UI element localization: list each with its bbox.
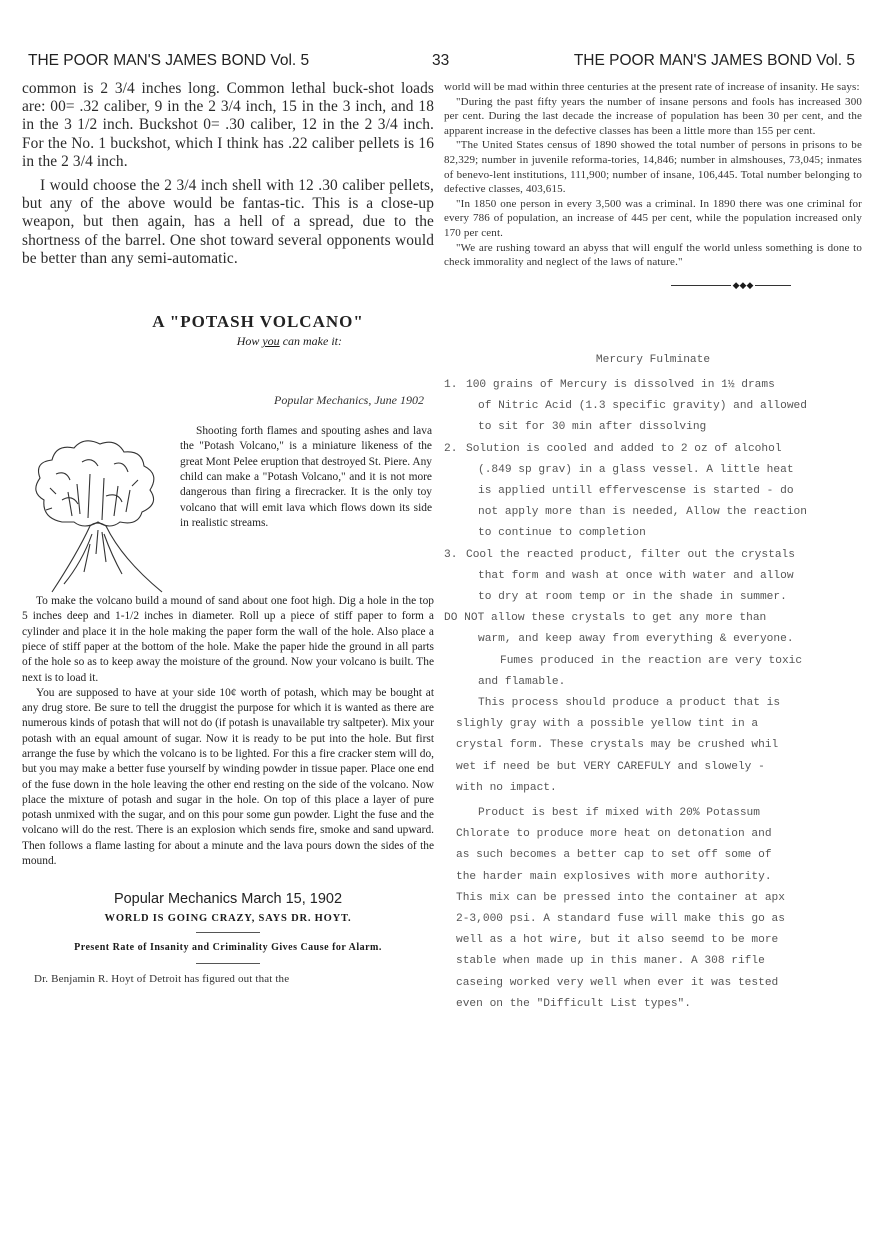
- article-headline: WORLD IS GOING CRAZY, SAYS DR. HOYT.: [104, 913, 352, 925]
- warning-line: Fumes produced in the reaction are very toxic: [500, 654, 803, 667]
- header-title-left: THE POOR MAN'S JAMES BOND Vol. 5: [28, 52, 310, 69]
- running-header: [28, 52, 855, 74]
- shotgun-paragraph-1: common is 2 3/4 inches long. Common lethal buck-shot loads are: 00= .32 caliber, 9 in the 2 3/4 inch, 15 in the 3 inch, and 18 in the 3 1/2 inch. Buckshot 0= .30 caliber, 12 in the 2 3/4 inch. For the No. 1 buckshot, which I think has .22 caliber pellets is 16 in the 2 3/4 inch.: [22, 80, 434, 170]
- product-note-2: Product is best if mixed with 20% Potassum Chlorate to produce more heat on detonation and as such becomes a better cap to set off some of the harder main explosives with more authority. This mix can be pressed into the container at apx 2-3,000 psi. A standard fuse will make this go as well as a hot wire, but it also seemd to be more stable when made up in this maner. A 308 rifle caseing worked very well when ever it was tested even on the "Difficult List types".: [456, 806, 785, 1010]
- article-paragraph-3: "The United States census of 1890 showed the total number of persons in prisons to be 82,329; number in juvenile reforma-tories, 14,846; number in almshouses, 73,045; inmates of benevo-lent institutions, 111,900; number of insane, 106,445. Total number belonging to defective classes, 403,615.: [444, 139, 862, 196]
- article-paragraph-2: "During the past fifty years the number of insane persons and fools has increased 300 per cent. During the last decade the increase of population has been 30 per cent, and the apparent increase in the defective classes has been a little more than 155 per cent.: [444, 95, 862, 137]
- mercury-fulminate-steps: [444, 375, 862, 608]
- article-paragraph-5: "We are rushing toward an abyss that will engulf the world unless something is done to check immorality and neglect of the laws of nature.": [444, 241, 862, 269]
- product-note-1: This process should produce a product that is slighly gray with a possible yellow tint in a crystal form. These crystals may be crushed whil wet if need be but VERY CAREFULY and slowely - with no impact.: [456, 696, 781, 794]
- shotgun-paragraph-2: I would choose the 2 3/4 inch shell with 12 .30 caliber pellets, but any of the above would be fantas-tic. This is a close-up weapon, but then again, has a hell of a spread, due to the shortness of the barrel. One shot toward several opponents would be better than any semi-automatic.: [22, 177, 434, 267]
- right-column: [444, 80, 862, 1015]
- article-subheadline: Present Rate of Insanity and Criminality Gives Cause for Alarm.: [74, 942, 382, 954]
- subhead-rule: [196, 963, 260, 964]
- article-paragraph-1: Dr. Benjamin R. Hoyt of Detroit has figured out that the: [34, 973, 290, 986]
- headline-rule: [196, 932, 260, 933]
- volcano-paragraph-3: You are supposed to have at your side 10¢ worth of potash, which may be bought at any drug store. Be sure to tell the druggist the purpose for which it is wanted as there are numerous kinds of potash that will not do (if potash is unavailable try saltpeter). Mix your potash with an equal amount of sugar. Now it is ready to be put into the hole. But first arrange the fuse by which the volcano is to be lighted. For this a fire cracker stem will do, but you may make a better fuse yourself by winding powder in tissue paper. Place one end of the fuse down in the hole leaving the other end resting on the side of the volcano. Now place the mixture of potash and sugar in the hole. On top of this place a layer of pure potash unmixed with the sugar, and on this pour some gun powder. Light the fuse and the volcano will do the rest. There is an explosion which sends fire, smoke and sand upward. Then follows a flame lasting for about a minute and the lava pours down the sides of the mound.: [22, 686, 434, 868]
- volcano-intro-text: Shooting forth flames and spouting ashes and lava the "Potash Volcano," is a miniature likeness of the great Mont Pelee eruption that destroyed St. Piere. Any child can make a "Potash Volcano," and it is not more dangerous than firing a firecracker. It is the only toy volcano that will emit lava which flows down its side in realistic streams.: [180, 425, 432, 529]
- article-source-heading: Popular Mechanics March 15, 1902: [113, 891, 343, 908]
- volcano-paragraph-2: To make the volcano build a mound of sand about one foot high. Dig a hole in the top 5 inches deep and 1-1/2 inches in diameter. Roll up a piece of stiff paper to form a cylinder and place it in the hole making the paper form the wall of the hole. Also place a piece of stiff paper at the bottom of the hole. Make the paper hide the ground in all parts of the hole so as to keep away the moisture of the ground. Now your volcano is built. The next is to load it.: [22, 595, 434, 684]
- volcano-subtitle: How you can make it:: [236, 334, 342, 349]
- volcano-illustration: [22, 434, 172, 594]
- volcano-title: A "POTASH VOLCANO": [152, 312, 364, 332]
- article-end-ornament: [504, 276, 862, 290]
- step-item: 3. Cool the reacted product, filter out the crystals that form and wash at once with water and allow to dry at room temp or in the shade in summer.: [444, 548, 795, 603]
- article-paragraph-4: "In 1850 one person in every 3,500 was a criminal. In 1890 there was one criminal for every 786 of population, an increase of 445 per cent, while the population increased only 170 per cent.: [444, 197, 862, 239]
- warning-line: warm, and keep away from everything & everyone.: [478, 633, 794, 646]
- header-title-right: THE POOR MAN'S JAMES BOND Vol. 5: [573, 52, 855, 69]
- step-item: 1. 100 grains of Mercury is dissolved in 1½ drams of Nitric Acid (1.3 specific gravity) and allowed to sit for 30 min after dissolving: [444, 378, 807, 434]
- step-item: 2. Solution is cooled and added to 2 oz of alcohol (.849 sp grav) in a glass vessel. A little heat is applied untill effervescense is started - do not apply more than is needed, Allow the reaction to continue to completion: [444, 442, 807, 540]
- warning-line: and flamable.: [478, 675, 566, 688]
- warning-line: DO NOT allow these crystals to get any more than: [444, 612, 767, 625]
- volcano-source: Popular Mechanics, June 1902: [274, 393, 424, 408]
- left-column: [22, 80, 434, 987]
- mercury-fulminate-title: Mercury Fulminate: [595, 353, 711, 366]
- warning-block: [444, 608, 862, 693]
- volcano-intro-block: [22, 424, 434, 592]
- page-number: 33: [432, 52, 450, 69]
- ornament-dots: ◆◆◆: [732, 279, 754, 290]
- article-paragraph-continued: world will be mad within three centuries at the present rate of increase of insanity. He says:: [444, 81, 860, 93]
